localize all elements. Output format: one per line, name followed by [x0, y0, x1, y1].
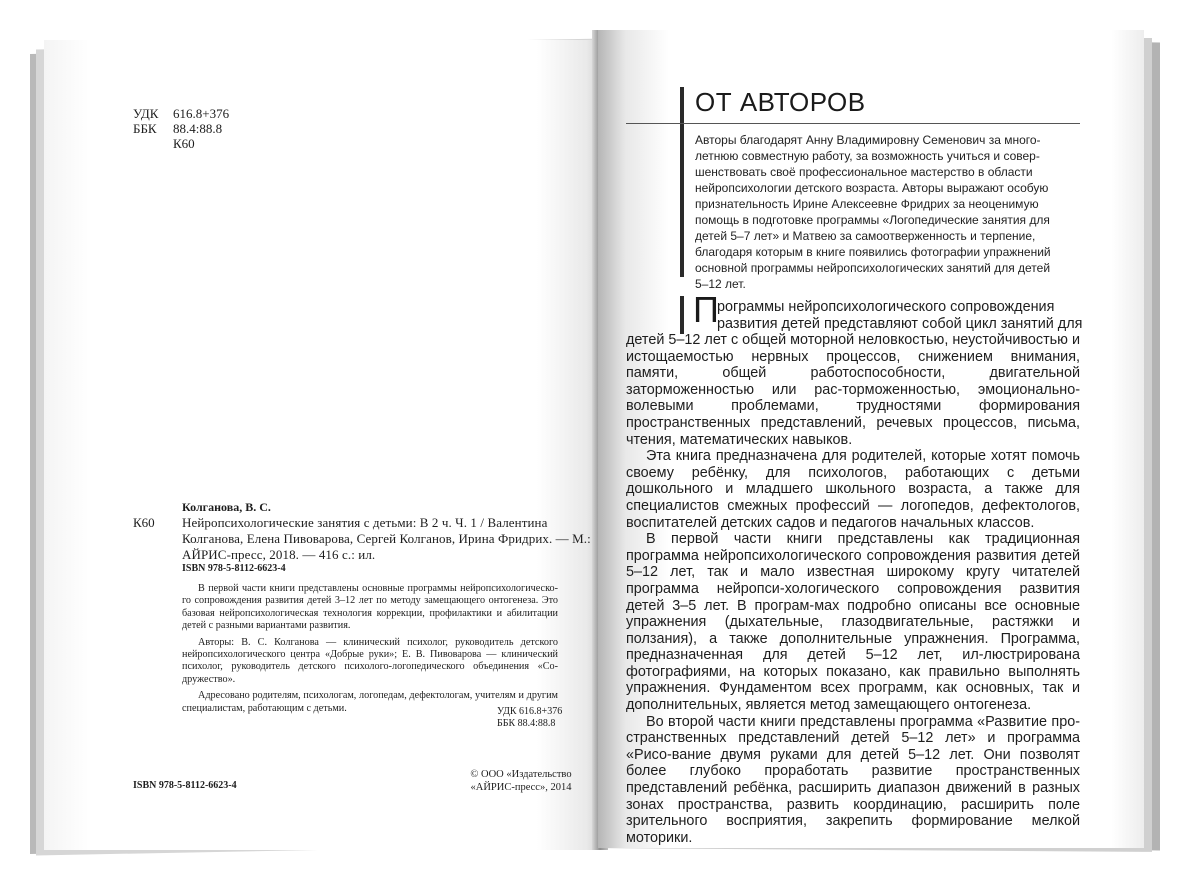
annotation-paragraph: В первой части книги представлены основные программы нейропсихологическо-го сопровождения развития детей 3–12 лет по методу замещающего онтогенеза. Это базовая нейропсихологическая технология коррекции, профилактики и абилитации детей с разными вариантами развития. — [182, 583, 558, 632]
annotation — [182, 583, 558, 715]
body-paragraph: Эта книга предназначена для родителей, которые хотят помочь своему ребёнку, для психологов, работающих с детьми дошкольного и младшего школьного возраста, а также для специалистов смежных профессий — логопедов, дефектологов, воспитателей детских садов и педагогов начальных классов. — [626, 448, 1080, 531]
footer-isbn: ISBN 978-5-8112-6623-4 — [133, 780, 237, 791]
bib-description: Нейропсихологические занятия с детьми: В 2 ч. Ч. 1 / Валентина Колганова, Елена Пивоварова, Сергей Колганов, Ирина Фридрих. — М.: АЙРИС-пресс, 2018. — 416 с.: ил. — [182, 515, 591, 562]
intro-lines: рограммы нейропсихологического сопровождения развития детей представляют собой цикл занятий для — [717, 299, 1083, 332]
bib-author: Колганова, В. С. — [182, 500, 271, 514]
heading-rule — [626, 123, 1080, 124]
section-heading: ОТ АВТОРОВ — [695, 87, 866, 117]
body-paragraph: Во второй части книги представлены программа «Развитие про-странственных представлений детей 5–12 лет» и программа «Рисо-вание двумя руками для детей 5–12 лет. Они позволят более глубоко проработать развитие пространственных представлений ребёнка, расширить диапазон движений в разных зонах пространства, развить координацию, расширить поле зрительного восприятия, закрепить формирование мелкой моторики. — [626, 713, 1080, 846]
main-text — [626, 332, 1080, 846]
body-paragraph: детей 5–12 лет с общей моторной неловкостью, неустойчивостью и истощаемостью нервных процессов, снижением внимания, памяти, общей работоспособности, двигательной заторможенностью или рас-торможенностью, эмоционально-волевыми проблемами, трудностями формирования пространственных представлений, речевых процессов, письма, чтения, математических навыков. — [626, 332, 1080, 448]
copyright: © ООО «Издательство «АЙРИС-пресс», 2014 — [470, 769, 572, 793]
bbk-line: ББК 88.4:88.8 — [133, 121, 223, 136]
body-paragraph: В первой части книги представлены как традиционная программа нейропсихологического сопровождения развития детей 5–12 лет, так и мало известная широкому кругу читателей программа нейропси-хологического сопровождения развития детей 3–5 лет. В програм-мах подробно описаны все основные упражнения (дыхательные, глазодвигательные, растяжки и ползания), а также дополнительные упражнения. Программа, предназначенная для детей 5–12 лет, ил-люстрирована фотографиями, на которых показано, как правильно выполнять упражнения. Фундаментом всех программ, как основных, так и дополнительных, является метод замещающего онтогенеза. — [626, 531, 1080, 714]
annotation-paragraph: Авторы: В. С. Колганова — клинический психолог, руководитель детского нейропсихологического центра «Добрые руки»; Е. В. Пивоварова — клинический психолог, руководитель детского психолого-логопедического объединения «Со-дружество». — [182, 636, 558, 685]
k60-line: К60 — [173, 136, 195, 151]
classification-block — [133, 106, 229, 151]
bib-isbn: ISBN 978-5-8112-6623-4 — [182, 563, 286, 574]
annotation-paragraph: Адресовано родителям, психологам, логопедам, дефектологам, учителям и другим специалистам, работающим с детьми. — [182, 690, 558, 714]
udk-bbk-small: УДК 616.8+376 ББК 88.4:88.8 — [497, 706, 563, 729]
udk-line: УДК 616.8+376 — [133, 106, 230, 121]
heading-side-bar — [680, 87, 684, 277]
dropcap-bar — [680, 296, 684, 334]
bib-k60: К60 — [133, 515, 155, 530]
dropcap: П — [693, 289, 719, 330]
acknowledgements: Авторы благодарят Анну Владимировну Семенович за много- летнюю совместную работу, за возможность учиться и совер- шенствовать своё профессиональное мастерство в области нейропсихологии детского возраста. Авторы выражают особую признательность Ирине Алексеевне Фридрих за неоценимую помощь в подготовке программы «Логопедические занятия для детей 5–7 лет» и Матвею за самоотверженность и терпение, благодаря которым в книге появились фотографии упражнений основной программы нейропсихологических занятий для детей 5–12 лет. — [695, 133, 1051, 291]
